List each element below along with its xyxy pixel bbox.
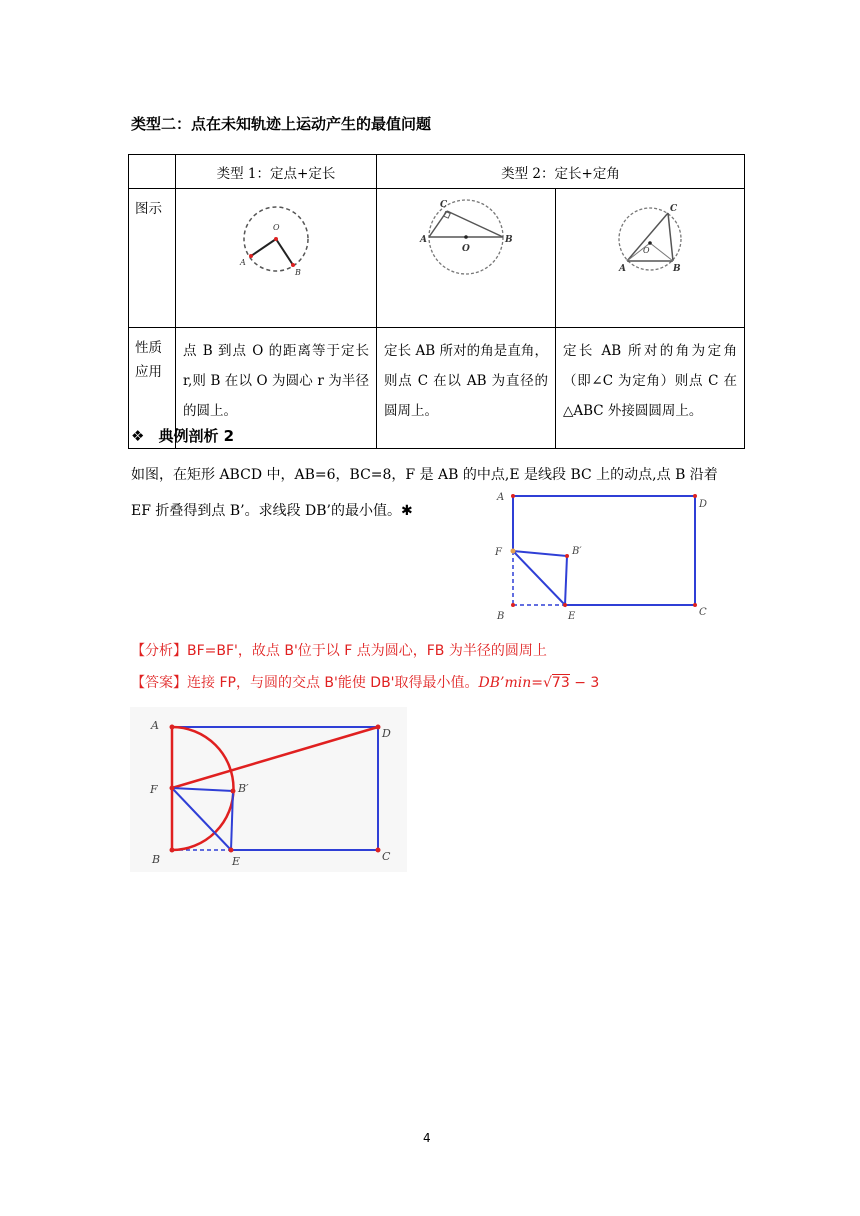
answer-formula-lhs: DB’min= [478,675,543,691]
table-corner-cell [129,155,176,189]
fig-label-c: C [699,607,707,618]
answer-tag: 【答案】 [131,675,187,691]
example-heading [131,425,234,446]
problem-mark: ✱ [401,503,413,519]
type2-fixed-angle-description: 定长 AB 所对的角为定角（即∠C 为定角）则点 C 在△ABC 外接圆圆周上。 [556,328,745,449]
fig2-label-c: C [440,200,448,210]
answer-line [131,672,599,692]
answer-fig-label-e: E [232,855,241,868]
type1-description: 点 B 到点 O 的距离等于定长 r,则 B 在以 O 为圆心 r 为半径的圆上。 [176,328,377,449]
type-table [128,154,745,449]
fig1-label-a: A [240,258,246,267]
answer-fig-label-b: B [152,853,161,866]
fig2-label-b: B [505,235,513,245]
fig-label-b: B [497,611,505,622]
fig3-label-b: B [673,264,681,274]
header-type2: 类型 2：定长+定角 [377,155,745,189]
problem-figure [488,488,718,623]
row-label-application: 性质应用 [129,328,176,449]
section-heading: 类型二：点在未知轨迹上运动产生的最值问题 [131,115,432,133]
answer-fig-label-f: F [150,783,158,796]
fig-label-bprime: B′ [572,546,582,557]
fig2-label-o: O [462,244,470,254]
sqrt-symbol: √ [543,675,552,691]
fig-label-e: E [568,611,576,622]
fig1-label-b: B [295,268,301,277]
fixed-angle-circle-figure [605,195,695,285]
figure-cell-1 [176,189,377,328]
fig-label-f: F [495,547,502,558]
answer-fig-label-a: A [151,719,159,732]
right-angle-circle-figure [411,195,521,285]
answer-figure [130,707,407,872]
example-title: 典例剖析 2 [158,427,235,445]
figure-cell-3 [556,189,745,328]
fig-label-a: A [497,492,505,503]
row-label-figure: 图示 [129,189,176,328]
fig2-label-a: A [420,235,427,245]
fig3-label-o: O [643,246,650,255]
fig1-label-o: O [273,223,280,232]
analysis-tag: 【分析】 [131,643,187,659]
answer-fig-label-d: D [382,727,391,740]
answer-fig-label-c: C [382,850,391,863]
circle-fixed-point-figure [231,195,321,285]
diamond-bullet-icon: ❖ [131,427,145,445]
problem-text: 如图，在矩形 ABCD 中，AB=6，BC=8，F 是 AB 的中点,E 是线段 BC 上的动点,点 B 沿着 EF 折叠得到点 B’。求线段 DB’的最小值。 [131,467,718,519]
fig3-label-a: A [619,264,626,274]
page-number: 4 [423,1131,431,1145]
header-type1: 类型 1：定点+定长 [176,155,377,189]
figure-cell-2 [377,189,556,328]
fig3-label-c: C [670,204,678,214]
answer-sqrt-number: 73 [551,675,570,691]
answer-fig-label-bprime: B′ [238,782,249,795]
fig-label-d: D [699,499,708,510]
answer-text: 连接 FP，与圆的交点 B'能使 DB'取得最小值。 [187,675,479,691]
analysis-line [131,640,547,660]
answer-formula-rest: − 3 [569,675,600,691]
analysis-text: BF=BF'，故点 B'位于以 F 点为圆心，FB 为半径的圆周上 [187,643,547,659]
type2-right-angle-description: 定长 AB 所对的角是直角，则点 C 在以 AB 为直径的圆周上。 [377,328,556,449]
